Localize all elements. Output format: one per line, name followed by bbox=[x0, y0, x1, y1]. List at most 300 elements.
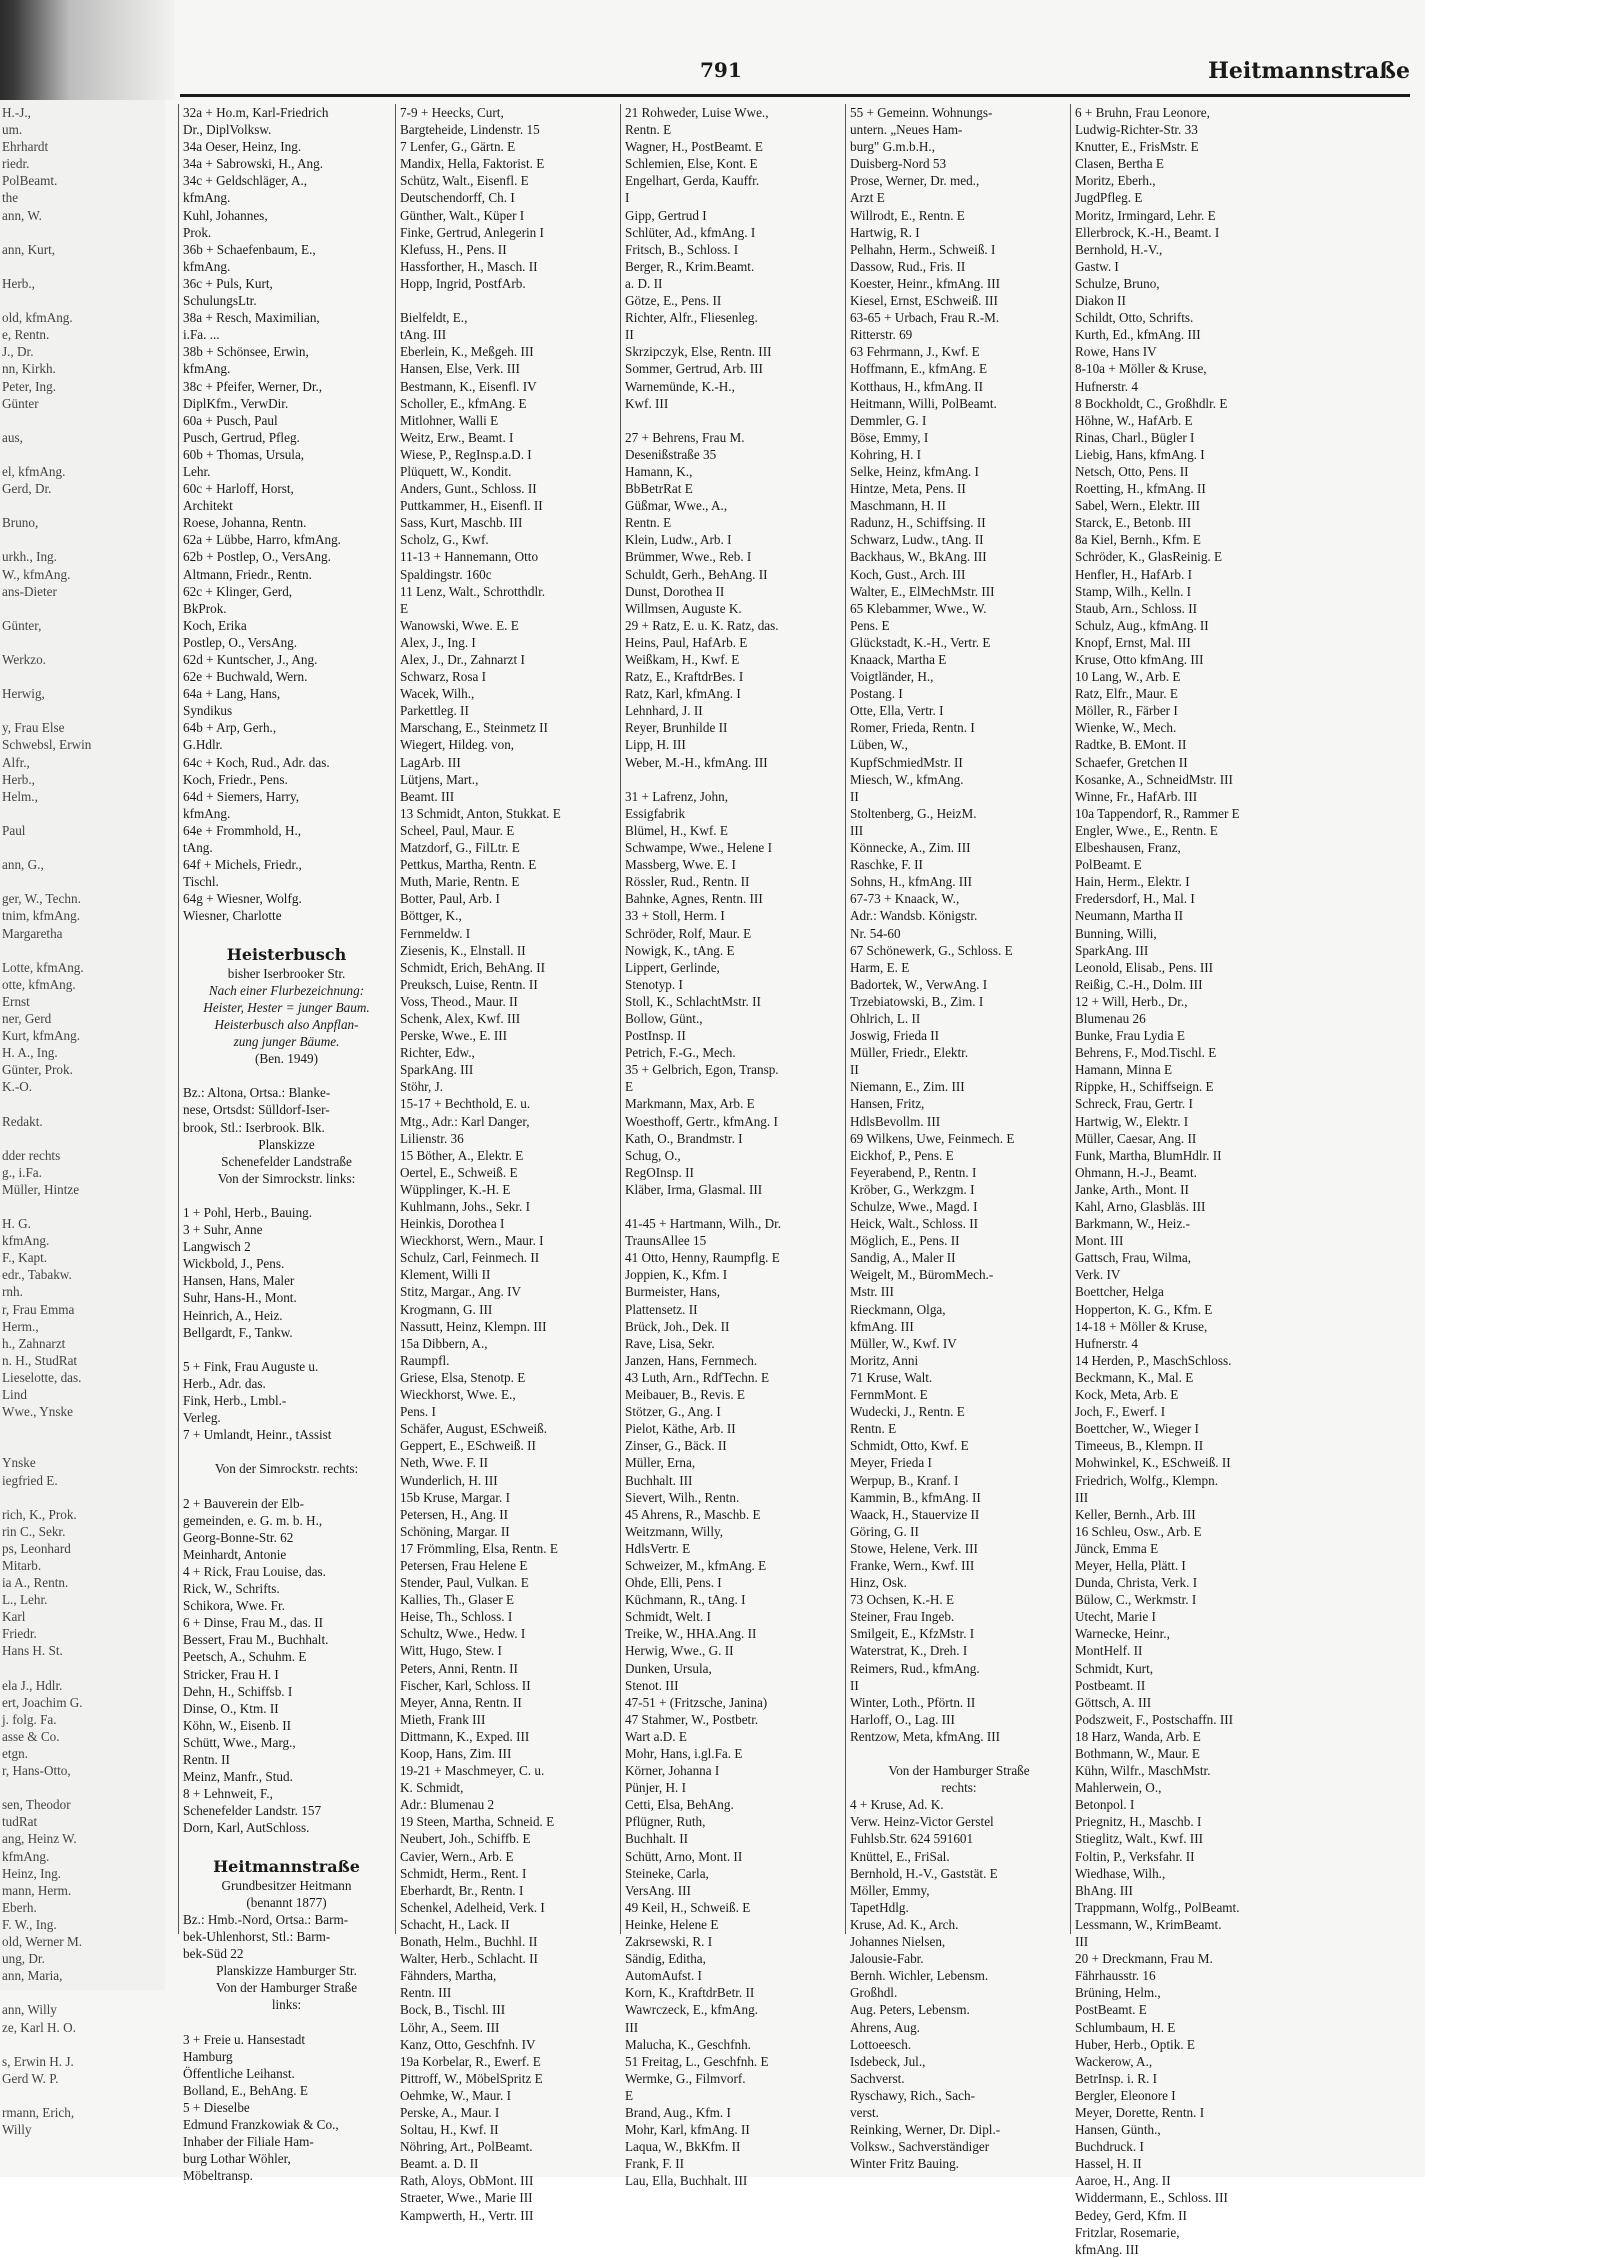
directory-entry-line: E bbox=[400, 600, 409, 616]
directory-entry-line: Funk, Martha, BlumHdlr. II bbox=[1075, 1147, 1222, 1163]
directory-entry-line: Möller, R., Färber I bbox=[1075, 703, 1178, 719]
directory-entry-line: Warnemünde, K.-H., bbox=[625, 378, 735, 394]
directory-entry-line: 64g + Wiesner, Wolfg. bbox=[183, 891, 302, 907]
directory-entry-line: Pflügner, Ruth, bbox=[625, 1814, 706, 1830]
directory-entry-line: Ohde, Elli, Pens. I bbox=[625, 1575, 722, 1591]
directory-entry-line: 34a + Sabrowski, H., Ang. bbox=[183, 156, 324, 172]
directory-entry-line: Steiner, Frau Ingeb. bbox=[850, 1609, 955, 1625]
directory-entry-line: Mieth, Frank III bbox=[400, 1711, 486, 1727]
directory-entry-line: 7 Lenfer, G., Gärtn. E bbox=[400, 139, 516, 155]
directory-entry-line: 62d + Kuntscher, J., Ang. bbox=[183, 652, 318, 667]
directory-entry-line: urkh., Ing. bbox=[2, 549, 57, 565]
directory-entry-line: Schacht, H., Lack. II bbox=[400, 1916, 510, 1932]
directory-entry-line: 34c + Geldschläger, A., bbox=[183, 173, 308, 189]
directory-entry-line: Priegnitz, H., Maschb. I bbox=[1075, 1814, 1202, 1830]
directory-entry-line: Joch, F., Ewerf. I bbox=[1075, 1404, 1166, 1420]
directory-entry-line: 8-10a + Möller & Kruse, bbox=[1075, 361, 1207, 377]
directory-entry-line: Essigfabrik bbox=[625, 805, 686, 821]
directory-entry-line: Weitzmann, Willy, bbox=[625, 1523, 724, 1539]
directory-entry-line: Müller, Caesar, Ang. II bbox=[1075, 1130, 1197, 1146]
directory-entry-line: Pelhahn, Herm., Schweiß. I bbox=[850, 241, 996, 257]
directory-entry-line: Petersen, H., Ang. II bbox=[400, 1506, 509, 1522]
directory-entry-line: Niemann, E., Zim. III bbox=[850, 1079, 965, 1095]
directory-entry-line: Rentn. E bbox=[625, 122, 672, 138]
directory-entry-line: Bülow, C., Werkmstr. I bbox=[1075, 1592, 1197, 1608]
directory-entry-line: Reimers, Rud., kfmAng. bbox=[850, 1660, 980, 1676]
directory-entry-line bbox=[2, 1130, 162, 1147]
directory-entry-line: 29 + Ratz, E. u. K. Ratz, das. bbox=[625, 617, 779, 633]
directory-entry-line: Blümel, H., Kwf. E bbox=[625, 822, 728, 838]
directory-entry-line: Schmidt, Otto, Kwf. E bbox=[850, 1438, 969, 1454]
directory-entry-line: Planskizze bbox=[258, 1136, 315, 1152]
directory-entry-line: Dehn, H., Schiffsb. I bbox=[183, 1683, 293, 1699]
column-rule bbox=[845, 104, 846, 1934]
directory-entry-line bbox=[2, 1198, 162, 1215]
directory-entry-line: 63-65 + Urbach, Frau R.-M. bbox=[850, 310, 1000, 326]
directory-entry-line: Ehrhardt bbox=[2, 139, 49, 155]
directory-entry-line: Janke, Arth., Mont. II bbox=[1075, 1181, 1189, 1197]
directory-entry-line: Arzt E bbox=[850, 190, 885, 206]
directory-entry-line: Bedey, Gerd, Kfm. II bbox=[1075, 2207, 1187, 2223]
directory-entry-line: 60b + Thomas, Ursula, bbox=[183, 446, 305, 462]
directory-entry-line: Desenißstraße 35 bbox=[625, 446, 717, 462]
directory-entry-line: Bock, B., Tischl. III bbox=[400, 2002, 506, 2018]
directory-entry-line bbox=[1300, 224, 1418, 241]
directory-entry-line: Schöning, Margar. II bbox=[400, 1523, 510, 1539]
directory-entry-line bbox=[2, 942, 162, 959]
directory-entry-line bbox=[2, 805, 162, 822]
directory-entry-line: Lind bbox=[2, 1387, 27, 1403]
facing-page-column bbox=[2, 104, 162, 2138]
directory-entry-line: Hansen, Hans, Maler bbox=[183, 1273, 295, 1289]
directory-entry-line: 1 + Pohl, Herb., Bauing. bbox=[183, 1205, 313, 1220]
directory-entry-line: 4 + Kruse, Ad. K. bbox=[850, 1797, 944, 1813]
directory-entry-line: II bbox=[850, 788, 859, 804]
directory-entry-line: Deutschendorff, Ch. I bbox=[400, 190, 515, 206]
directory-entry-line: Lotte, kfmAng. bbox=[2, 959, 84, 975]
directory-entry-line: Schenkel, Adelheid, Verk. I bbox=[400, 1899, 545, 1915]
directory-entry-line: 5 + Fink, Frau Auguste u. bbox=[183, 1358, 319, 1374]
directory-entry-line: Straeter, Wwe., Marie III bbox=[400, 2190, 533, 2206]
directory-entry-line: 11-13 + Hannemann, Otto bbox=[400, 549, 539, 565]
directory-entry-line bbox=[1300, 480, 1418, 497]
directory-entry-line: Parkettleg. II bbox=[400, 703, 469, 719]
directory-entry-line: Leonold, Elisab., Pens. III bbox=[1075, 959, 1214, 975]
directory-entry-line: 38b + Schönsee, Erwin, bbox=[183, 344, 309, 360]
directory-entry-line: Soltau, H., Kwf. II bbox=[400, 2122, 499, 2138]
directory-entry-line: Günther, Walt., Küper I bbox=[400, 207, 525, 223]
directory-entry-line: Wiese, P., RegInsp.a.D. I bbox=[400, 446, 532, 462]
directory-entry-line: Verk. IV bbox=[1075, 1267, 1121, 1283]
directory-entry-line: kfmAng. bbox=[183, 190, 231, 206]
directory-entry-line bbox=[1300, 309, 1418, 326]
directory-entry-line: Fredersdorf, H., Mal. I bbox=[1075, 891, 1195, 907]
directory-entry-line: Helm., bbox=[2, 788, 38, 804]
directory-entry-line: Selke, Heinz, kfmAng. I bbox=[850, 463, 979, 479]
directory-entry-line: Körner, Johanna I bbox=[625, 1763, 720, 1779]
directory-entry-line: 18 Harz, Wanda, Arb. E bbox=[1075, 1728, 1201, 1744]
directory-entry-line: Herb., bbox=[2, 771, 35, 787]
directory-entry-line: Ratz, Elfr., Maur. E bbox=[1075, 686, 1178, 702]
directory-entry-line: Suhr, Hans-H., Mont. bbox=[183, 1290, 297, 1306]
directory-entry-line: Kwf. III bbox=[625, 395, 669, 411]
directory-entry-line: Trappmann, Wolfg., PolBeamt. bbox=[1075, 1899, 1240, 1915]
directory-entry-line: Demmler, G. I bbox=[850, 412, 927, 428]
directory-entry-line: Franke, Wern., Kwf. III bbox=[850, 1557, 975, 1573]
directory-entry-line: Schmidt, Erich, BehAng. II bbox=[400, 959, 546, 975]
directory-entry-line: Bz.: Altona, Ortsa.: Blanke- bbox=[183, 1085, 331, 1101]
directory-entry-line: Löhr, A., Seem. III bbox=[400, 2019, 500, 2035]
directory-entry-line bbox=[2, 1984, 162, 2001]
directory-entry-line: 64e + Frommhold, H., bbox=[183, 822, 302, 838]
directory-entry-line: Skrzipczyk, Else, Rentn. III bbox=[625, 344, 772, 360]
directory-entry-line bbox=[2, 224, 162, 241]
directory-entry-line: Moritz, Eberh., bbox=[1075, 173, 1156, 189]
directory-entry-line: Zinser, G., Bäck. II bbox=[625, 1438, 727, 1454]
directory-entry-line: Herwig, Wwe., G. II bbox=[625, 1643, 734, 1659]
directory-column-6 bbox=[1300, 104, 1418, 1934]
directory-entry-line bbox=[183, 1443, 390, 1460]
directory-entry-line: 47-51 + (Fritzsche, Janina) bbox=[625, 1694, 768, 1710]
directory-entry-line: HdlsVertr. E bbox=[625, 1540, 691, 1556]
directory-entry-line: Waack, H., Stauervize II bbox=[850, 1506, 980, 1522]
directory-entry-line: 69 Wilkens, Uwe, Feinmech. E bbox=[850, 1130, 1015, 1146]
directory-entry-line: mann, Herm. bbox=[2, 1882, 72, 1898]
directory-entry-line: Willmsen, Auguste K. bbox=[625, 600, 742, 616]
directory-entry-line: ann, Willy bbox=[2, 2002, 57, 2018]
directory-entry-line: Stoll, K., SchlachtMstr. II bbox=[625, 993, 761, 1009]
directory-entry-line: Rentn. E bbox=[625, 515, 672, 531]
directory-entry-line: Alex, J., Ing. I bbox=[400, 634, 476, 650]
directory-entry-line: ann, Maria, bbox=[2, 1968, 63, 1984]
directory-entry-line: Reyer, Brunhilde II bbox=[625, 720, 728, 736]
directory-entry-line: Backhaus, W., BkAng. III bbox=[850, 549, 987, 565]
directory-entry-line: Schulz, Carl, Feinmech. II bbox=[400, 1250, 540, 1266]
column-rule bbox=[1070, 104, 1071, 1934]
directory-entry-line: Neubert, Joh., Schiffb. E bbox=[400, 1831, 531, 1847]
directory-entry-line: Nassutt, Heinz, Klempn. III bbox=[400, 1318, 547, 1334]
directory-entry-line: Ludwig-Richter-Str. 33 bbox=[1075, 122, 1198, 138]
directory-entry-line: bek-Süd 22 bbox=[183, 1946, 244, 1962]
directory-entry-line: aus, bbox=[2, 429, 23, 445]
directory-entry-line: Von der Hamburger Straße bbox=[215, 1980, 358, 1996]
directory-entry-line: Wienke, W., Mech. bbox=[1075, 720, 1177, 736]
directory-entry-line: Mahlerwein, O., bbox=[1075, 1780, 1162, 1796]
directory-entry-line: H. A., Ing. bbox=[2, 1045, 58, 1061]
column-rule bbox=[620, 104, 621, 1934]
directory-entry-line: Ratz, E., KraftdrBes. I bbox=[625, 669, 744, 685]
directory-entry-line: Bessert, Frau M., Buchhalt. bbox=[183, 1632, 329, 1648]
directory-entry-line: Witt, Hugo, Stew. I bbox=[400, 1643, 502, 1659]
directory-entry-line bbox=[850, 1745, 1068, 1762]
directory-entry-line: Isdebeck, Jul., bbox=[850, 2053, 926, 2069]
directory-entry-line: Keller, Bernh., Arb. III bbox=[1075, 1506, 1196, 1522]
directory-entry-line: Knaack, Martha E bbox=[850, 652, 947, 667]
directory-entry-line: Markmann, Max, Arb. E bbox=[625, 1096, 755, 1112]
directory-entry-line bbox=[1300, 378, 1418, 395]
directory-entry-line: Johannes Nielsen, bbox=[850, 1934, 946, 1950]
directory-entry-line bbox=[183, 1341, 390, 1358]
directory-entry-line: Könnecke, A., Zim. III bbox=[850, 840, 971, 856]
directory-entry-line: Hintze, Meta, Pens. II bbox=[850, 481, 966, 497]
directory-entry-line: (Ben. 1949) bbox=[255, 1051, 318, 1067]
directory-entry-line: Roese, Johanna, Rentn. bbox=[183, 515, 307, 531]
directory-entry-line bbox=[1300, 617, 1418, 634]
directory-entry-line: Lehnhard, J. II bbox=[625, 703, 703, 719]
directory-entry-line: nese, Ortsdst: Sülldorf-Iser- bbox=[183, 1102, 330, 1118]
directory-entry-line: um. bbox=[2, 122, 23, 138]
directory-entry-line: Meyer, Hella, Plätt. I bbox=[1075, 1557, 1186, 1573]
directory-entry-line: ert, Joachim G. bbox=[2, 1694, 83, 1710]
directory-entry-line: 45 Ahrens, R., Maschb. E bbox=[625, 1506, 761, 1522]
directory-entry-line: 36b + Schaefenbaum, E., bbox=[183, 241, 316, 257]
directory-entry-line: Kanz, Otto, Geschfnh. IV bbox=[400, 2036, 536, 2052]
directory-entry-line: 19a Korbelar, R., Ewerf. E bbox=[400, 2053, 541, 2069]
directory-entry-line: Redakt. bbox=[2, 1113, 43, 1129]
directory-entry-line bbox=[2, 292, 162, 309]
directory-entry-line: Kühn, Wilfr., MaschMstr. bbox=[1075, 1763, 1211, 1779]
directory-entry-line bbox=[1300, 121, 1418, 138]
directory-entry-line: Kruse, Ad. K., Arch. bbox=[850, 1916, 959, 1932]
directory-entry-line bbox=[1300, 258, 1418, 275]
directory-entry-line: Hartwig, W., Elektr. I bbox=[1075, 1113, 1189, 1129]
directory-entry-line: VersAng. III bbox=[625, 1882, 691, 1898]
directory-entry-line: Stieglitz, Walt., Kwf. III bbox=[1075, 1831, 1203, 1847]
directory-entry-line: Krogmann, G. III bbox=[400, 1301, 493, 1317]
directory-entry-line: 15a Dibbern, A., bbox=[400, 1335, 488, 1351]
directory-entry-line: Schulz, Aug., kfmAng. II bbox=[1075, 617, 1209, 633]
directory-entry-line: Schenefelder Landstraße bbox=[221, 1153, 352, 1169]
directory-entry-line: Schlumbaum, H. E bbox=[1075, 2019, 1176, 2035]
directory-entry-line: 3 + Suhr, Anne bbox=[183, 1222, 263, 1238]
directory-entry-line: Wwe., Ynske bbox=[2, 1404, 73, 1420]
directory-entry-line: 19-21 + Maschmeyer, C. u. bbox=[400, 1763, 545, 1779]
directory-entry-line: Wiesner, Charlotte bbox=[183, 908, 282, 924]
directory-entry-line: Mitarb. bbox=[2, 1557, 42, 1573]
directory-entry-line: 60c + Harloff, Horst, bbox=[183, 481, 294, 497]
directory-entry-line: Müller, Erna, bbox=[625, 1455, 696, 1471]
directory-entry-line: Glückstadt, K.-H., Vertr. E bbox=[850, 634, 991, 650]
directory-entry-line: Kuhl, Johannes, bbox=[183, 207, 268, 223]
directory-entry-line: kfmAng. III bbox=[850, 1318, 914, 1334]
directory-entry-line: DiplKfm., VerwDir. bbox=[183, 395, 289, 411]
directory-entry-line: Eberlein, K., Meßgeh. III bbox=[400, 344, 534, 360]
directory-entry-line: rin C., Sekr. bbox=[2, 1523, 66, 1539]
directory-entry-line: Wart a.D. E bbox=[625, 1728, 687, 1744]
directory-entry-line: Otte, Ella, Vertr. I bbox=[850, 703, 944, 719]
directory-entry-line: Willy bbox=[2, 2122, 32, 2138]
directory-entry-line: 12 + Will, Herb., Dr., bbox=[1075, 993, 1188, 1009]
directory-entry-line: Wacek, Wilh., bbox=[400, 686, 475, 702]
directory-entry-line: Badortek, W., VerwAng. I bbox=[850, 976, 988, 992]
directory-entry-line: Edmund Franzkowiak & Co., bbox=[183, 2116, 339, 2132]
directory-entry-line: Bunning, Willi, bbox=[1075, 925, 1157, 941]
directory-entry-line: E bbox=[625, 2087, 634, 2103]
directory-entry-line: Lessmann, W., KrimBeamt. bbox=[1075, 1916, 1222, 1932]
directory-entry-line: ger, W., Techn. bbox=[2, 891, 81, 907]
directory-entry-line: 64f + Michels, Friedr., bbox=[183, 857, 302, 873]
directory-entry-line: 62a + Lübbe, Harro, kfmAng. bbox=[183, 532, 341, 548]
directory-entry-line: Schwebsl, Erwin bbox=[2, 737, 92, 753]
directory-entry-line: Wieckhorst, Wwe. E., bbox=[400, 1387, 516, 1403]
directory-entry-line: Schröder, K., GlasReinig. E bbox=[1075, 549, 1223, 565]
directory-entry-line: 63 Fehrmann, J., Kwf. E bbox=[850, 344, 980, 360]
directory-entry-line: Hopp, Ingrid, PostfArb. bbox=[400, 275, 526, 291]
directory-entry-line: Heinke, Helene E bbox=[625, 1916, 719, 1932]
directory-entry-line bbox=[1300, 685, 1418, 702]
directory-entry-line: Dittmann, K., Exped. III bbox=[400, 1728, 530, 1744]
directory-entry-line: ans-Dieter bbox=[2, 583, 57, 599]
directory-entry-line: Schwarz, Rosa I bbox=[400, 669, 487, 685]
directory-entry-line: sen, Theodor bbox=[2, 1797, 71, 1813]
directory-entry-line: Utecht, Marie I bbox=[1075, 1609, 1156, 1625]
directory-entry-line: Schulze, Bruno, bbox=[1075, 275, 1160, 291]
directory-entry-line bbox=[2, 1779, 162, 1796]
directory-entry-line: Hopperton, K. G., Kfm. E bbox=[1075, 1301, 1213, 1317]
directory-entry-line: 19 Steen, Martha, Schneid. E bbox=[400, 1814, 555, 1830]
directory-entry-line: Karl bbox=[2, 1609, 26, 1625]
directory-entry-line: r, Frau Emma bbox=[2, 1301, 75, 1317]
directory-entry-line: HdlsBevollm. III bbox=[850, 1113, 941, 1129]
directory-entry-line bbox=[1300, 719, 1418, 736]
directory-entry-line: 73 Ochsen, K.-H. E bbox=[850, 1592, 955, 1608]
directory-entry-line: Reißig, C.-H., Dolm. III bbox=[1075, 976, 1203, 992]
directory-entry-line: Duisberg-Nord 53 bbox=[850, 156, 947, 172]
directory-entry-line: 15b Kruse, Margar. I bbox=[400, 1489, 510, 1505]
directory-entry-line: Schlemien, Else, Kont. E bbox=[625, 156, 758, 172]
directory-entry-line: Nach einer Flurbezeichnung: bbox=[208, 982, 365, 998]
directory-entry-line: Gastw. I bbox=[1075, 258, 1119, 274]
directory-entry-line: Hansen, Günth., bbox=[1075, 2122, 1161, 2138]
directory-entry-line: Prok. bbox=[183, 224, 212, 240]
directory-entry-line: Dunken, Ursula, bbox=[625, 1660, 712, 1676]
directory-entry-line: Kurth, Ed., kfmAng. III bbox=[1075, 327, 1201, 343]
directory-entry-line: ela J., Hdlr. bbox=[2, 1677, 63, 1693]
directory-entry-line: Georg-Bonne-Str. 62 bbox=[183, 1529, 294, 1545]
directory-entry-line: Fuhlsb.Str. 624 591601 bbox=[850, 1831, 974, 1847]
directory-entry-line: Ziesenis, K., Elnstall. II bbox=[400, 942, 526, 958]
directory-entry-line: Hinz, Osk. bbox=[850, 1575, 907, 1591]
directory-entry-line: Schulze, Wwe., Magd. I bbox=[850, 1199, 978, 1214]
directory-entry-line: Postbeamt. II bbox=[1075, 1677, 1146, 1693]
directory-entry-line: Hassforther, H., Masch. II bbox=[400, 258, 538, 274]
directory-entry-line: Heins, Paul, HafArb. E bbox=[625, 634, 748, 650]
directory-entry-line: Korn, K., KraftdrBetr. II bbox=[625, 1985, 755, 2001]
directory-entry-line: Knopf, Ernst, Mal. III bbox=[1075, 634, 1191, 650]
directory-entry-line: Grundbesitzer Heitmann bbox=[221, 1877, 352, 1893]
directory-entry-line: 64c + Koch, Rud., Adr. das. bbox=[183, 754, 330, 770]
directory-entry-line: Kruse, Otto kfmAng. III bbox=[1075, 652, 1204, 667]
directory-entry-line: Jünck, Emma E bbox=[1075, 1540, 1159, 1556]
directory-entry-line: Warnecke, Heinr., bbox=[1075, 1626, 1170, 1642]
directory-entry-line: Engler, Wwe., E., Rentn. E bbox=[1075, 822, 1218, 838]
directory-entry-line: Wunderlich, H. III bbox=[400, 1472, 498, 1488]
directory-entry-line: Möbeltransp. bbox=[183, 2168, 253, 2184]
directory-entry-line: F. W., Ing. bbox=[2, 1916, 57, 1932]
directory-entry-line: Treike, W., HHA.Ang. II bbox=[625, 1626, 757, 1642]
directory-entry-line: Reinking, Werner, Dr. Dipl.- bbox=[850, 2122, 1001, 2138]
directory-entry-line: burg Lothar Wöhler, bbox=[183, 2151, 291, 2167]
directory-entry-line bbox=[2, 873, 162, 890]
directory-entry-line: Meyer, Frieda I bbox=[850, 1455, 932, 1471]
directory-entry-line bbox=[2, 702, 162, 719]
directory-entry-line: 67 Schönewerk, G., Schloss. E bbox=[850, 942, 1013, 958]
directory-entry-line: Lau, Ella, Buchhalt. III bbox=[625, 2173, 748, 2189]
directory-entry-line: TapetHdlg. bbox=[850, 1899, 909, 1915]
directory-entry-line: Schmidt, Kurt, bbox=[1075, 1660, 1154, 1676]
directory-entry-line: 60a + Pusch, Paul bbox=[183, 412, 278, 428]
directory-entry-line bbox=[1300, 771, 1418, 788]
directory-entry-line: Weißkam, H., Kwf. E bbox=[625, 652, 740, 667]
directory-entry-line: Schug, O., bbox=[625, 1147, 681, 1163]
directory-entry-line: 2 + Bauverein der Elb- bbox=[183, 1495, 304, 1511]
directory-entry-line: Sachverst. bbox=[850, 2070, 905, 2086]
directory-entry-line: Hain, Herm., Elektr. I bbox=[1075, 874, 1190, 890]
directory-entry-line: edr., Tabakw. bbox=[2, 1267, 72, 1283]
directory-entry-line: Heisterbusch also Anpflan- bbox=[214, 1016, 359, 1032]
directory-entry-line: PostBeamt. E bbox=[1075, 2002, 1147, 2018]
directory-entry-line: Gattsch, Frau, Wilma, bbox=[1075, 1250, 1192, 1266]
directory-entry-line: 4 + Rick, Frau Louise, das. bbox=[183, 1563, 326, 1579]
directory-entry-line: Von der Hamburger Straße bbox=[888, 1763, 1030, 1779]
directory-entry-line: Rath, Aloys, ObMont. III bbox=[400, 2173, 534, 2189]
directory-entry-line: gemeinden, e. G. m. b. H., bbox=[183, 1512, 323, 1528]
directory-entry-line: Günter, Prok. bbox=[2, 1062, 73, 1078]
directory-entry-line: Ynske bbox=[2, 1455, 36, 1471]
directory-entry-line: Richter, Alfr., Fliesenleg. bbox=[625, 310, 758, 326]
directory-entry-line: Harm, E. E bbox=[850, 959, 910, 975]
directory-entry-line: Stoltenberg, G., HeizM. bbox=[850, 805, 977, 821]
directory-entry-line: Schreck, Frau, Gertr. I bbox=[1075, 1096, 1193, 1112]
directory-entry-line: Postang. I bbox=[850, 686, 903, 702]
directory-entry-line: Schildt, Otto, Schrifts. bbox=[1075, 310, 1194, 326]
directory-entry-line: Steineke, Carla, bbox=[625, 1865, 709, 1881]
directory-entry-line: Lehr. bbox=[183, 463, 211, 479]
directory-entry-line: Smilgeit, E., KfzMstr. I bbox=[850, 1626, 975, 1642]
directory-entry-line: Scholz, G., Kwf. bbox=[400, 532, 489, 548]
directory-entry-line: a. D. II bbox=[625, 275, 663, 291]
directory-entry-line: Wawrczeck, E., kfmAng. bbox=[625, 2002, 758, 2018]
directory-entry-line: Hoffmann, E., kfmAng. E bbox=[850, 361, 988, 377]
directory-entry-line: iegfried E. bbox=[2, 1472, 58, 1488]
directory-entry-line: Ohmann, H.-J., Beamt. bbox=[1075, 1164, 1197, 1180]
directory-entry-line: Werpup, B., Kranf. I bbox=[850, 1472, 959, 1488]
directory-entry-line bbox=[2, 1095, 162, 1112]
directory-entry-line: Köhn, W., Eisenb. II bbox=[183, 1717, 292, 1733]
directory-entry-line: Göring, G. II bbox=[850, 1523, 919, 1539]
directory-entry-line: Janzen, Hans, Fernmech. bbox=[625, 1352, 758, 1368]
directory-entry-line: Buchhalt. II bbox=[625, 1831, 688, 1847]
directory-entry-line: Perske, Wwe., E. III bbox=[400, 1028, 508, 1044]
directory-entry-line: Neumann, Martha II bbox=[1075, 908, 1184, 924]
directory-entry-line: Kohring, H. I bbox=[850, 446, 922, 462]
directory-entry-line: Buchdruck. I bbox=[1075, 2139, 1144, 2155]
directory-entry-line bbox=[1300, 429, 1418, 446]
directory-entry-line: rich, K., Prok. bbox=[2, 1506, 77, 1522]
directory-entry-line: 49 Keil, H., Schweiß. E bbox=[625, 1899, 751, 1915]
directory-entry-line: Peter, Ing. bbox=[2, 378, 57, 394]
directory-entry-line: Alfr., bbox=[2, 754, 30, 770]
directory-entry-line: Stenotyp. I bbox=[625, 976, 683, 992]
directory-entry-line: Winter, Loth., Pförtn. II bbox=[850, 1694, 976, 1710]
directory-entry-line: Koch, Erika bbox=[183, 617, 247, 633]
directory-entry-line: Barkmann, W., Heiz.- bbox=[1075, 1216, 1190, 1232]
directory-entry-line: Henfler, H., HafArb. I bbox=[1075, 566, 1193, 582]
directory-entry-line bbox=[2, 258, 162, 275]
directory-entry-line: y, Frau Else bbox=[2, 720, 65, 736]
directory-entry-line: Fink, Herb., Lmbl.- bbox=[183, 1393, 287, 1409]
directory-entry-line: Schäfer, August, ESchweiß. bbox=[400, 1421, 548, 1437]
